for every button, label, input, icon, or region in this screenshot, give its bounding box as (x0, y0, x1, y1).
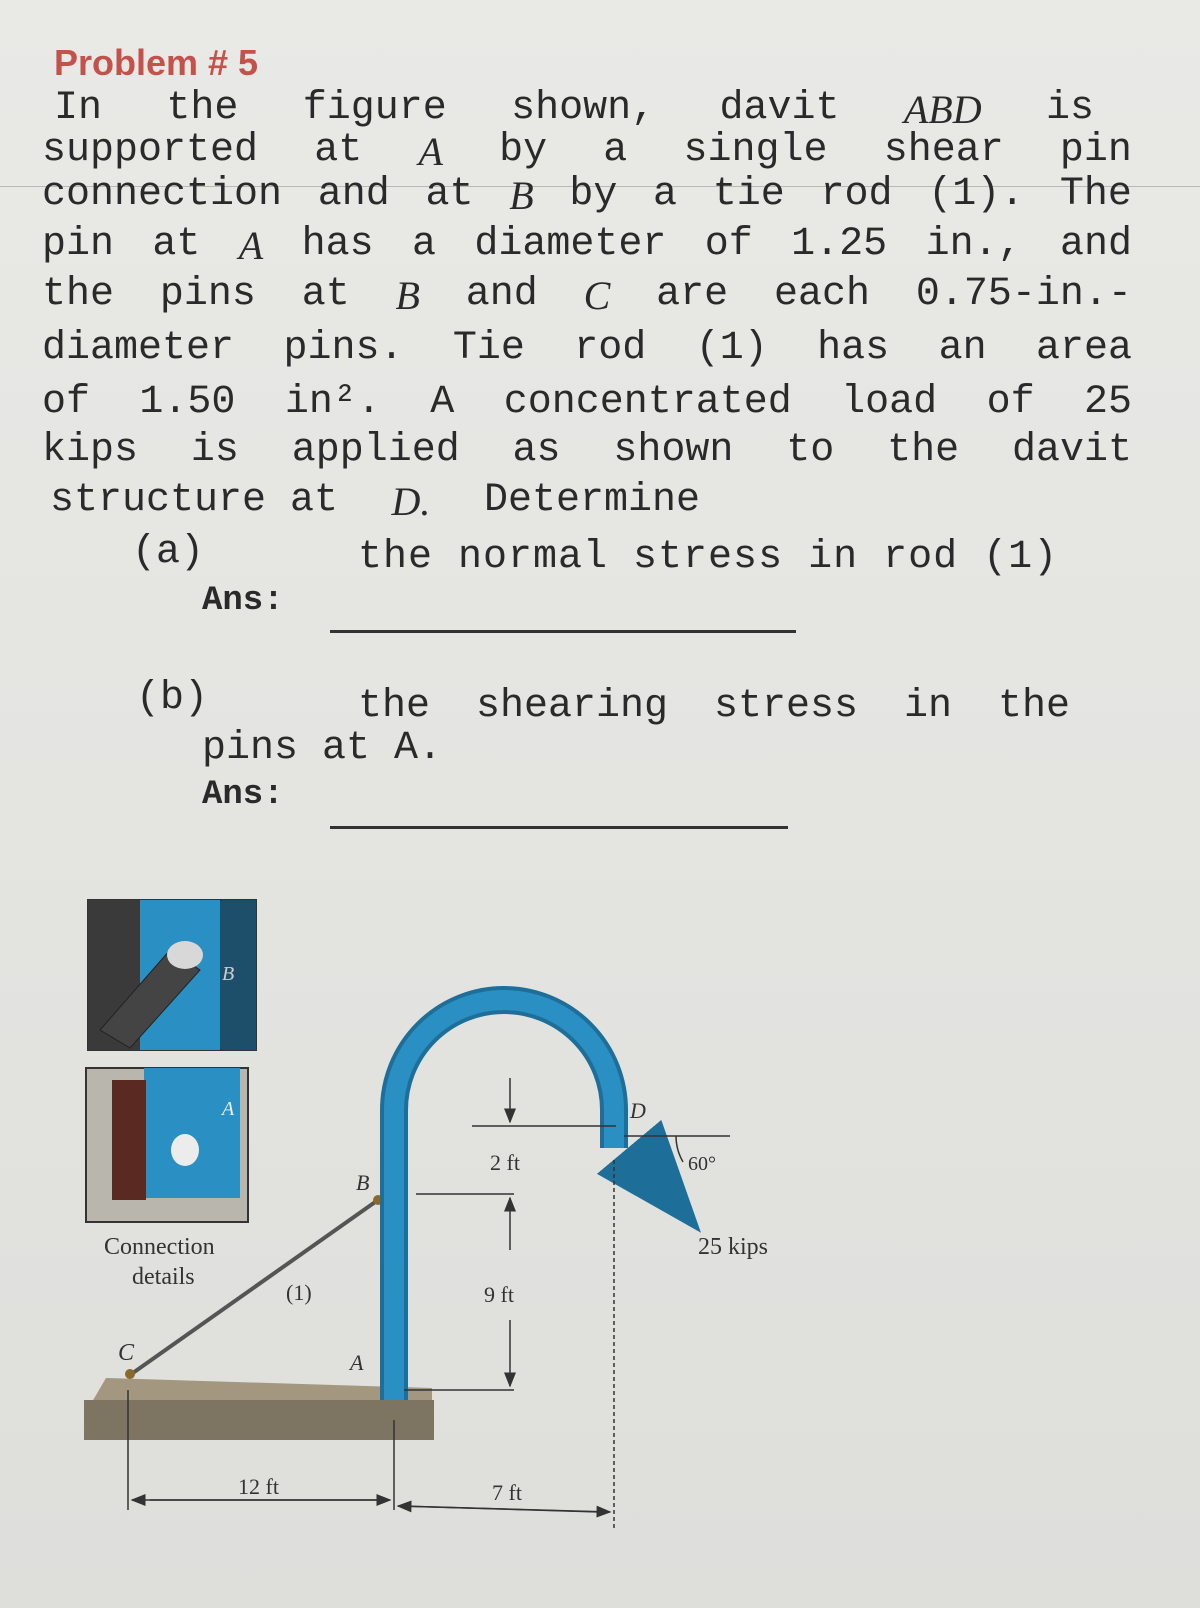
statement-word: shown (613, 428, 734, 473)
statement-word: load (841, 380, 938, 425)
problem-title: Problem # 5 (54, 42, 259, 83)
statement-word: pins (159, 272, 256, 317)
statement-word: at (314, 128, 363, 173)
inset-b-label: B (222, 963, 235, 985)
statement-line (42, 428, 1132, 473)
statement-word: ABD (903, 87, 982, 132)
statement-word: pin (1059, 128, 1132, 173)
label-a: A (350, 1350, 364, 1375)
load-arrow (630, 1148, 692, 1222)
inset-a-label: A (222, 1098, 235, 1120)
statement-line (50, 478, 700, 525)
statement-word: A (238, 223, 264, 268)
statement-word: shear (883, 128, 1004, 173)
label-b: B (356, 1170, 370, 1195)
part-b-word: shearing (475, 684, 669, 729)
statement-line (54, 86, 1094, 133)
statement-word: figure (302, 86, 447, 131)
statement-line (42, 222, 1132, 269)
connection-label-1: Connection (104, 1234, 215, 1260)
statement-word: diameter (42, 326, 235, 371)
statement-word: by (499, 128, 548, 173)
part-b-answer-blank[interactable] (330, 826, 788, 829)
statement-word: of (986, 380, 1035, 425)
statement-line (42, 128, 1132, 175)
statement-word: A (430, 380, 455, 425)
load-label: 25 kips (698, 1234, 769, 1260)
statement-word: concentrated (503, 380, 792, 425)
statement-word: is (1045, 86, 1094, 131)
statement-word: Determine (483, 478, 700, 523)
dim-2ft: 2 ft (490, 1150, 520, 1175)
statement-word: davit (719, 86, 840, 131)
statement-word: by (569, 172, 618, 217)
statement-word: the (42, 272, 115, 317)
statement-word: applied (291, 428, 460, 473)
statement-word: Tie (452, 326, 525, 371)
statement-word: are (656, 272, 729, 317)
statement-line (42, 272, 1132, 319)
statement-word: an (938, 326, 987, 371)
davit-figure (0, 880, 1200, 1608)
statement-word: in². (284, 380, 381, 425)
statement-word: shown, (511, 86, 656, 131)
statement-word: 1.25 (791, 222, 888, 267)
part-a-answer-blank[interactable] (330, 630, 796, 633)
statement-word: in., (925, 222, 1022, 267)
statement-word: and (317, 172, 390, 217)
statement-word: rod (574, 326, 647, 371)
statement-word: single (683, 128, 828, 173)
statement-word: kips (42, 428, 139, 473)
statement-word: connection (42, 172, 283, 217)
statement-word: the (166, 86, 239, 131)
statement-word: of (704, 222, 753, 267)
statement-word: structure at (50, 478, 339, 523)
label-rod: (1) (286, 1280, 312, 1305)
statement-line (42, 380, 1132, 425)
statement-word: tie (712, 172, 785, 217)
statement-word: has (817, 326, 890, 371)
statement-word: rod (820, 172, 893, 217)
statement-word: 0.75-in.- (915, 272, 1132, 317)
statement-word: of (42, 380, 91, 425)
statement-word: D. (391, 479, 431, 524)
part-a-text: the normal stress in rod (1) (358, 535, 1059, 580)
statement-word: the (887, 428, 960, 473)
statement-word: (1). (928, 172, 1025, 217)
statement-word: a (411, 222, 436, 267)
pin-c (125, 1369, 135, 1379)
connection-detail-a (86, 1068, 248, 1222)
statement-word: diameter (474, 222, 667, 267)
part-a-label: (a) (132, 530, 205, 575)
statement-line (42, 172, 1132, 219)
angle-label: 60° (688, 1153, 716, 1175)
dim-12ft: 12 ft (238, 1474, 279, 1499)
part-a-ans-label: Ans: (202, 582, 284, 620)
part-b-word: the (997, 684, 1070, 729)
statement-word: at (425, 172, 474, 217)
statement-word: at (301, 272, 350, 317)
statement-word: A (418, 129, 443, 174)
davit-abd (394, 1000, 614, 1400)
statement-word: 1.50 (139, 380, 236, 425)
part-b-word: the (358, 684, 431, 729)
part-b-label: (b) (136, 676, 209, 721)
statement-word: supported (42, 128, 259, 173)
statement-word: and (1059, 222, 1132, 267)
statement-word: is (190, 428, 239, 473)
label-d: D (630, 1098, 646, 1123)
part-b-ans-label: Ans: (202, 776, 284, 814)
statement-word: davit (1011, 428, 1132, 473)
statement-word: and (465, 272, 538, 317)
part-b-word: in (903, 684, 952, 729)
part-b-word: stress (713, 684, 859, 729)
statement-line (42, 326, 1132, 371)
statement-word: C (583, 273, 611, 318)
statement-word: pin (42, 222, 115, 267)
connection-detail-b (88, 900, 256, 1050)
statement-word: as (512, 428, 561, 473)
statement-word: has (301, 222, 374, 267)
statement-word: at (152, 222, 201, 267)
statement-word: 25 (1083, 380, 1132, 425)
statement-word: B (509, 173, 534, 218)
statement-word: (1) (695, 326, 768, 371)
statement-word: In (54, 86, 103, 131)
part-b-text (358, 684, 1070, 729)
statement-word: The (1059, 172, 1132, 217)
statement-word: to (786, 428, 835, 473)
statement-word: each (774, 272, 871, 317)
statement-word: B (395, 273, 420, 318)
dim-9ft: 9 ft (484, 1282, 514, 1307)
dim-7ft: 7 ft (492, 1480, 522, 1505)
statement-word: a (653, 172, 678, 217)
statement-word: area (1035, 326, 1132, 371)
connection-label-2: details (132, 1264, 195, 1290)
statement-word: pins. (283, 326, 404, 371)
statement-word: a (603, 128, 628, 173)
label-c: C (118, 1340, 135, 1366)
part-b-text2: pins at A. (202, 726, 443, 771)
